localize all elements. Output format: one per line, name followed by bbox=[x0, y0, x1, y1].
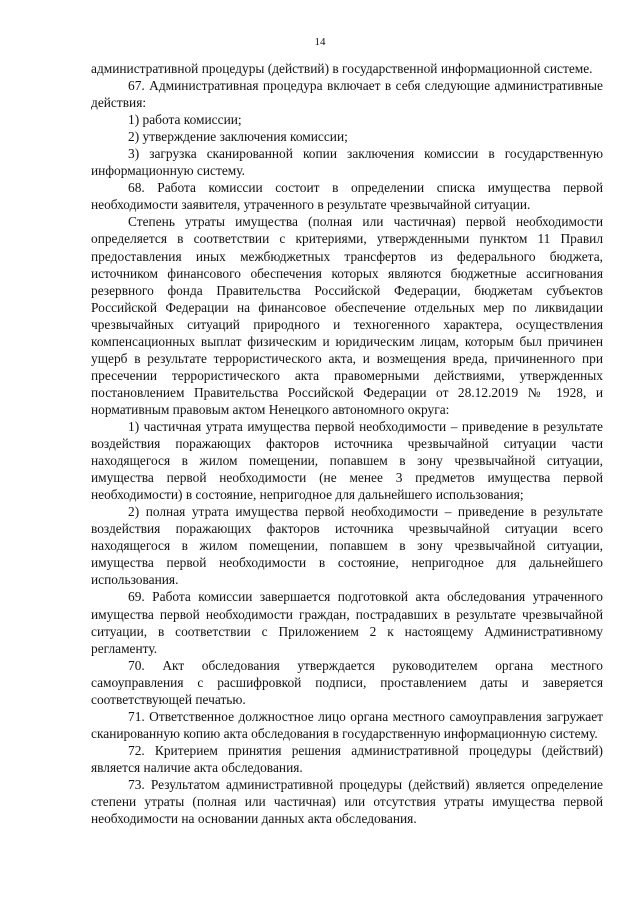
paragraph-73: 73. Результатом административной процедуры (действий) является определение степени утраты (полная или частичная) или отсутствия утраты имущества первой необходимости на основании данных акта обследования. bbox=[91, 776, 603, 827]
page-number: 14 bbox=[314, 36, 326, 48]
paragraph-continuation: административной процедуры (действий) в государственной информационной системе. bbox=[91, 61, 593, 76]
paragraph-71: 71. Ответственное должностное лицо органа местного самоуправления загружает сканированную копию акта обследования в государственную информационную систему. bbox=[91, 708, 603, 741]
list-item-partial-loss: 1) частичная утрата имущества первой необходимости – приведение в результате воздействия поражающих факторов источника чрезвычайной ситуации части находящегося в жилом помещении, попавшем в зону чрезвычайной ситуации, имущества первой необходимости (не менее 3 предметов имущества первой необходимости) в состояние, непригодное для дальнейшего использования; bbox=[91, 418, 603, 503]
list-item-full-loss: 2) полная утрата имущества первой необходимости – приведение в результате воздействия поражающих факторов источника чрезвычайной ситуации всего находящегося в жилом помещении, попавшем в зону чрезвычайной ситуации, имущества первой необходимости в состояние, непригодное для дальнейшего использования. bbox=[91, 504, 603, 588]
paragraph-68: 68. Работа комиссии состоит в определении списка имущества первой необходимости заявителя, утраченного в результате чрезвычайной ситуации. bbox=[91, 180, 603, 213]
paragraph-72: 72. Критерием принятия решения административной процедуры (действий) является наличие акта обследования. bbox=[91, 742, 603, 775]
list-item-approval-of-conclusion: 2) утверждение заключения комиссии; bbox=[128, 129, 348, 145]
paragraph-loss-degree: Степень утраты имущества (полная или частичная) первой необходимости определяется в соответствии с критериями, утвержденными пунктом 11 Правил предоставления иных межбюджетных трансфертов из федерального бюджета, источником финансового обеспечения которых являются бюджетные ассигнования резервного фонда Правительства Российской Федерации, бюджетам субъектов Российской Федерации на финансовое обеспечение отдельных мер по ликвидации чрезвычайных ситуаций природного и техногенного характера, осуществления компенсационных выплат физическим и юридическим лицам, которым был причинен ущерб в результате террористического акта, и возмещения вреда, причиненного при пресечении террористического акта правомерными действиями, утвержденных постановлением Правительства Российской Федерации от 28.12.2019 № 1928, и нормативным правовым актом Ненецкого автономного округа: bbox=[91, 214, 603, 417]
document-body bbox=[91, 60, 603, 827]
paragraph-70: 70. Акт обследования утверждается руководителем органа местного самоуправления с расшифровкой подписи, проставлением даты и заверяется соответствующей печатью. bbox=[91, 657, 603, 707]
paragraph-69: 69. Работа комиссии завершается подготовкой акта обследования утраченного имущества первой необходимости граждан, пострадавших в результате чрезвычайной ситуации, в соответствии с Приложением 2 к настоящему Административному регламенту. bbox=[91, 589, 603, 656]
paragraph-67: 67. Административная процедура включает в себя следующие административные действия: bbox=[91, 78, 603, 111]
list-item-work-of-commission: 1) работа комиссии; bbox=[128, 112, 242, 128]
list-item-upload-scanned-copy: 3) загрузка сканированной копии заключения комиссии в государственную информационную систему. bbox=[91, 146, 603, 179]
